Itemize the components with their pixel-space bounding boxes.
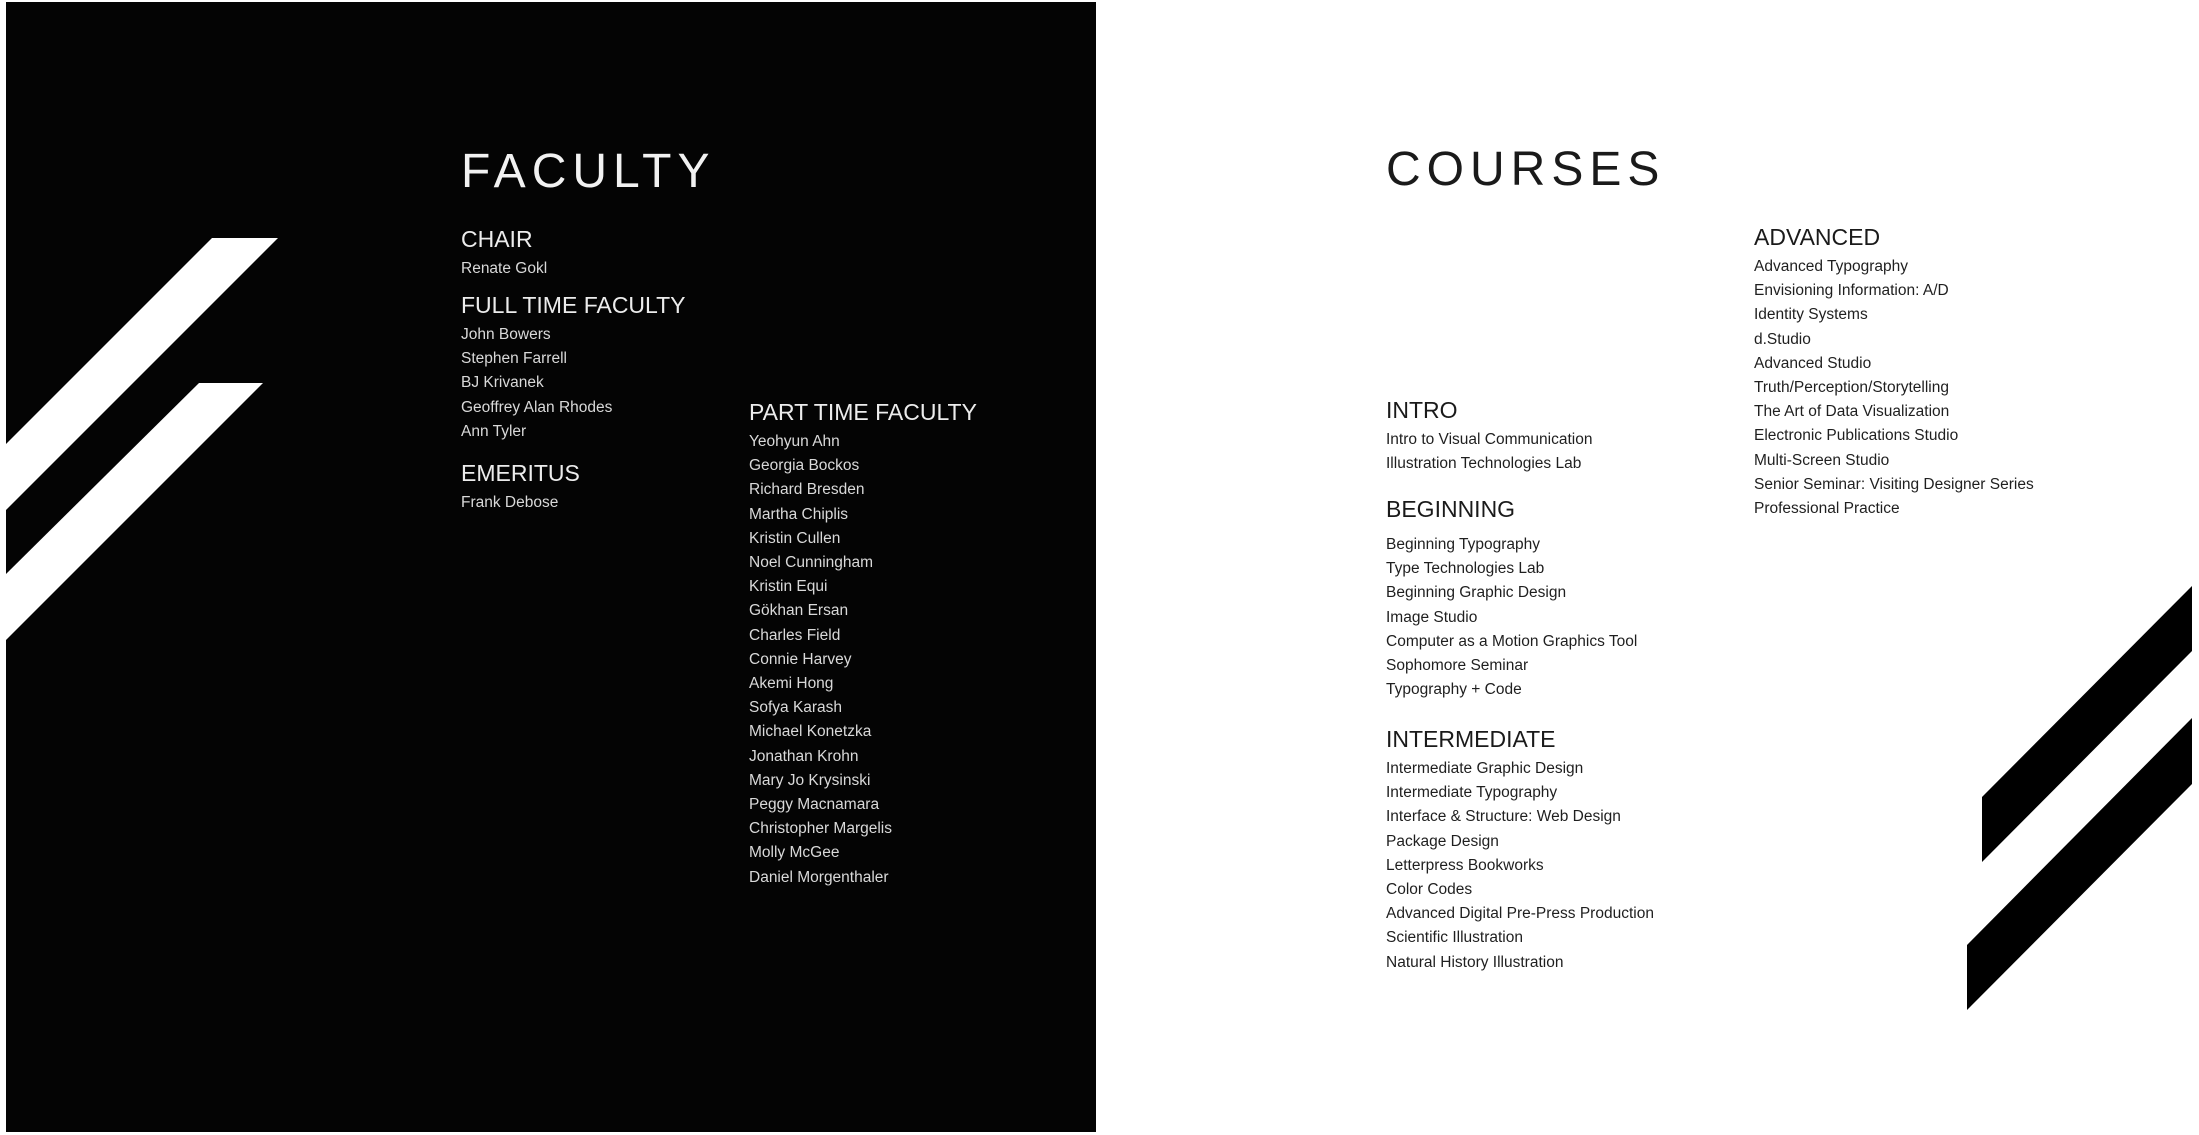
list-item: Beginning Typography	[1386, 536, 1540, 553]
list-item: Georgia Bockos	[749, 457, 860, 475]
chair-group	[461, 228, 547, 281]
faculty-title: FACULTY	[461, 145, 716, 198]
list-item: Ann Tyler	[461, 422, 527, 440]
beginning-heading: BEGINNING	[1386, 496, 1516, 522]
list-item: Renate Gokl	[461, 260, 548, 277]
list-item: Yeohyun Ahn	[749, 433, 840, 450]
advanced-list	[1754, 255, 2034, 521]
list-item: Senior Seminar: Visiting Designer Series	[1754, 475, 2034, 493]
emeritus-heading: EMERITUS	[461, 460, 580, 486]
emeritus-list	[461, 491, 580, 515]
list-item: Color Codes	[1386, 881, 1473, 899]
list-item: Multi-Screen Studio	[1754, 451, 1890, 469]
list-item: Electronic Publications Studio	[1754, 427, 1959, 445]
list-item: Molly McGee	[749, 844, 840, 862]
white-stripe-lower	[6, 383, 263, 640]
intermediate-heading: INTERMEDIATE	[1386, 726, 1556, 752]
beginning-list	[1386, 527, 1637, 702]
list-item: The Art of Data Visualization	[1754, 403, 1950, 421]
list-item: Beginning Graphic Design	[1386, 584, 1567, 602]
chair-list	[461, 257, 547, 281]
intermediate-list	[1386, 757, 1654, 975]
white-stripe-upper	[6, 238, 278, 510]
list-item: Advanced Typography	[1754, 258, 1908, 275]
list-item: Scientific Illustration	[1386, 929, 1523, 947]
list-item: Daniel Morgenthaler	[749, 868, 889, 886]
list-item: Computer as a Motion Graphics Tool	[1386, 632, 1638, 650]
part-time-faculty-group	[749, 401, 977, 890]
list-item: Noel Cunningham	[749, 554, 874, 572]
black-stripe-upper	[1982, 586, 2192, 862]
list-item: Mary Jo Krysinski	[749, 771, 871, 789]
list-item: Envisioning Information: A/D	[1754, 282, 1949, 300]
list-item: Intro to Visual Communication	[1386, 431, 1593, 448]
list-item: Natural History Illustration	[1386, 953, 1564, 971]
intro-group	[1386, 399, 1592, 476]
list-item: Illustration Technologies Lab	[1386, 455, 1582, 473]
list-item: d.Studio	[1754, 330, 1811, 348]
intermediate-group	[1386, 728, 1654, 975]
full-time-faculty-heading: FULL TIME FACULTY	[461, 292, 686, 318]
list-item: Martha Chiplis	[749, 505, 849, 523]
list-item: Image Studio	[1386, 608, 1478, 626]
list-item: Connie Harvey	[749, 650, 852, 668]
full-time-faculty-group	[461, 294, 686, 444]
list-item: Interface & Structure: Web Design	[1386, 808, 1621, 826]
list-item: Advanced Digital Pre-Press Production	[1386, 905, 1654, 923]
faculty-page	[6, 2, 1096, 1132]
full-time-faculty-list	[461, 323, 686, 444]
courses-title: COURSES	[1386, 143, 1666, 196]
list-item: Package Design	[1386, 832, 1499, 850]
courses-page	[1096, 0, 2199, 1135]
black-stripe-lower	[1967, 718, 2192, 1010]
list-item: Intermediate Graphic Design	[1386, 760, 1584, 777]
list-item: Frank Debose	[461, 494, 559, 511]
list-item: Sophomore Seminar	[1386, 657, 1529, 675]
advanced-heading: ADVANCED	[1754, 224, 1881, 250]
list-item: Advanced Studio	[1754, 354, 1872, 372]
list-item: Typography + Code	[1386, 681, 1522, 699]
list-item: Michael Konetzka	[749, 723, 872, 741]
list-item: Intermediate Typography	[1386, 784, 1558, 802]
list-item: Stephen Farrell	[461, 350, 567, 368]
list-item: Sofya Karash	[749, 699, 843, 717]
intro-list	[1386, 428, 1592, 476]
list-item: Christopher Margelis	[749, 820, 892, 838]
advanced-group	[1754, 226, 2034, 521]
list-item: Charles Field	[749, 626, 841, 644]
part-time-faculty-list	[749, 430, 977, 890]
list-item: Kristin Equi	[749, 578, 828, 596]
list-item: Gökhan Ersan	[749, 602, 849, 620]
part-time-faculty-heading: PART TIME FACULTY	[749, 399, 977, 425]
list-item: Letterpress Bookworks	[1386, 856, 1544, 874]
list-item: Kristin Cullen	[749, 529, 841, 547]
list-item: Richard Bresden	[749, 481, 865, 499]
list-item: Peggy Macnamara	[749, 796, 880, 814]
list-item: Type Technologies Lab	[1386, 560, 1545, 578]
intro-heading: INTRO	[1386, 397, 1458, 423]
chair-heading: CHAIR	[461, 226, 533, 252]
list-item: Truth/Perception/Storytelling	[1754, 379, 1949, 397]
list-item: Identity Systems	[1754, 306, 1868, 324]
beginning-group	[1386, 498, 1637, 702]
emeritus-group	[461, 462, 580, 515]
list-item: BJ Krivanek	[461, 374, 544, 392]
list-item: Akemi Hong	[749, 675, 834, 693]
list-item: Geoffrey Alan Rhodes	[461, 398, 613, 416]
list-item: Professional Practice	[1754, 500, 1900, 518]
list-item: John Bowers	[461, 326, 551, 343]
list-item: Jonathan Krohn	[749, 747, 859, 765]
